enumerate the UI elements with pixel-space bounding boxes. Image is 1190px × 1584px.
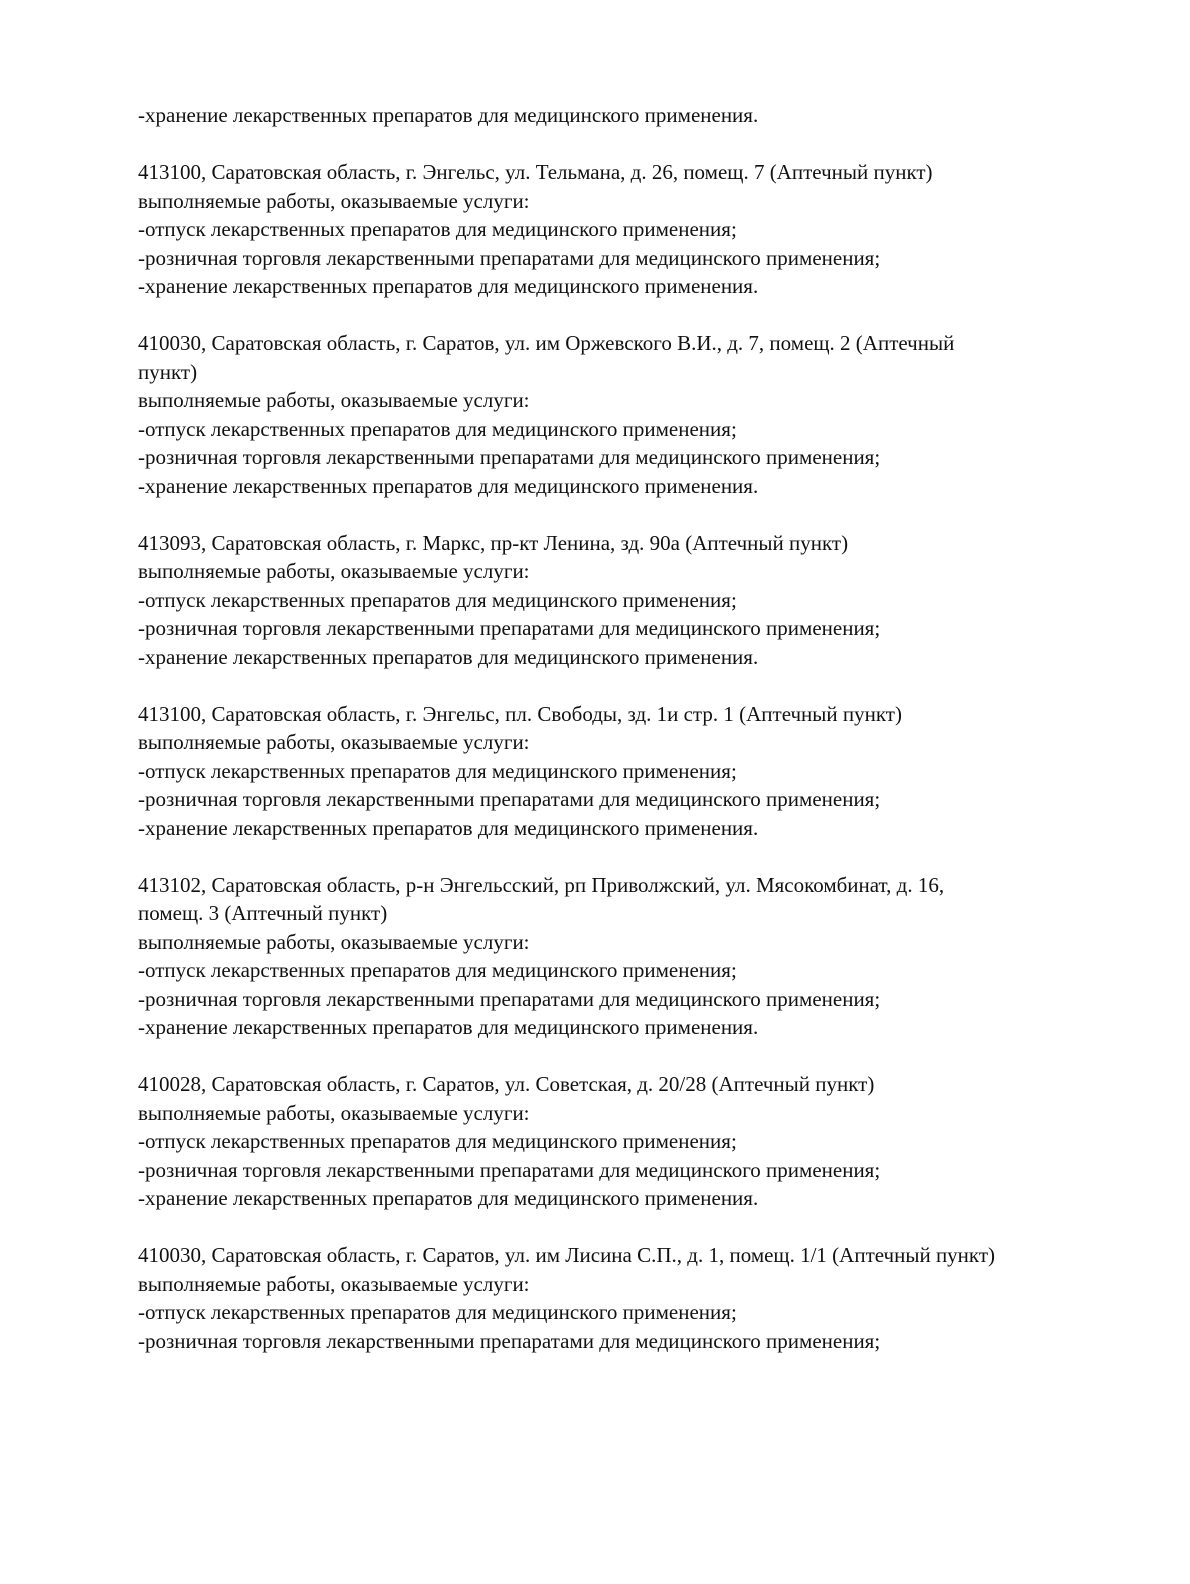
services-heading: выполняемые работы, оказываемые услуги: bbox=[138, 388, 530, 412]
service-line: -хранение лекарственных препаратов для медицинского применения. bbox=[138, 644, 759, 669]
service-line: -хранение лекарственных препаратов для медицинского применения. bbox=[138, 815, 759, 840]
intro-block bbox=[138, 101, 1128, 130]
services-heading: выполняемые работы, оказываемые услуги: bbox=[138, 559, 530, 583]
service-line: -хранение лекарственных препаратов для медицинского применения. bbox=[138, 473, 759, 498]
service-line: -розничная торговля лекарственными препаратами для медицинского применения; bbox=[138, 1328, 881, 1353]
pharmacy-entry bbox=[138, 158, 1128, 301]
document-body bbox=[138, 101, 1128, 1355]
address-line: 410028, Саратовская область, г. Саратов, ул. Советская, д. 20/28 (Аптечный пункт) bbox=[138, 1072, 875, 1096]
service-line: -отпуск лекарственных препаратов для медицинского применения; bbox=[138, 587, 737, 612]
service-line: -отпуск лекарственных препаратов для медицинского применения; bbox=[138, 416, 737, 441]
address-line: 413100, Саратовская область, г. Энгельс, пл. Свободы, зд. 1и стр. 1 (Аптечный пункт) bbox=[138, 701, 902, 726]
services-heading: выполняемые работы, оказываемые услуги: bbox=[138, 1271, 530, 1296]
pharmacy-entry bbox=[138, 529, 1128, 672]
service-line: -отпуск лекарственных препаратов для медицинского применения; bbox=[138, 758, 737, 783]
address-line: 410030, Саратовская область, г. Саратов, ул. им Лисина С.П., д. 1, помещ. 1/1 (Аптечный пункт) bbox=[138, 1243, 996, 1267]
service-line: -хранение лекарственных препаратов для медицинского применения. bbox=[138, 1186, 759, 1210]
service-line: -розничная торговля лекарственными препаратами для медицинского применения; bbox=[138, 1157, 881, 1182]
address-line: 413100, Саратовская область, г. Энгельс, ул. Тельмана, д. 26, помещ. 7 (Аптечный пункт) bbox=[138, 160, 933, 184]
services-heading: выполняемые работы, оказываемые услуги: bbox=[138, 188, 530, 213]
pharmacy-entry bbox=[138, 1070, 1128, 1213]
pharmacy-entry bbox=[138, 329, 1128, 500]
services-heading: выполняемые работы, оказываемые услуги: bbox=[138, 730, 530, 754]
address-line: 413102, Саратовская область, р-н Энгельсский, рп Приволжский, ул. Мясокомбинат, д. 16, bbox=[138, 872, 945, 897]
service-line: -хранение лекарственных препаратов для медицинского применения. bbox=[138, 103, 759, 127]
service-line: -розничная торговля лекарственными препаратами для медицинского применения; bbox=[138, 986, 881, 1011]
services-heading: выполняемые работы, оказываемые услуги: bbox=[138, 1100, 530, 1125]
pharmacy-entry bbox=[138, 1241, 1128, 1355]
service-line: -розничная торговля лекарственными препаратами для медицинского применения; bbox=[138, 616, 881, 640]
service-line: -розничная торговля лекарственными препаратами для медицинского применения; bbox=[138, 787, 881, 811]
service-line: -отпуск лекарственных препаратов для медицинского применения; bbox=[138, 1129, 737, 1153]
address-line: помещ. 3 (Аптечный пункт) bbox=[138, 901, 388, 925]
services-heading: выполняемые работы, оказываемые услуги: bbox=[138, 929, 530, 954]
service-line: -отпуск лекарственных препаратов для медицинского применения; bbox=[138, 1300, 737, 1324]
address-line: 410030, Саратовская область, г. Саратов, ул. им Оржевского В.И., д. 7, помещ. 2 (Аптечный bbox=[138, 331, 955, 355]
pharmacy-entry bbox=[138, 871, 1128, 1042]
service-line: -отпуск лекарственных препаратов для медицинского применения; bbox=[138, 217, 737, 241]
service-line: -розничная торговля лекарственными препаратами для медицинского применения; bbox=[138, 445, 881, 469]
address-line: 413093, Саратовская область, г. Маркс, пр-кт Ленина, зд. 90а (Аптечный пункт) bbox=[138, 530, 849, 555]
address-line: пункт) bbox=[138, 359, 198, 384]
service-line: -розничная торговля лекарственными препаратами для медицинского применения; bbox=[138, 245, 881, 270]
service-line: -отпуск лекарственных препаратов для медицинского применения; bbox=[138, 958, 737, 982]
service-line: -хранение лекарственных препаратов для медицинского применения. bbox=[138, 1015, 759, 1039]
service-line: -хранение лекарственных препаратов для медицинского применения. bbox=[138, 274, 759, 298]
pharmacy-entry bbox=[138, 700, 1128, 843]
